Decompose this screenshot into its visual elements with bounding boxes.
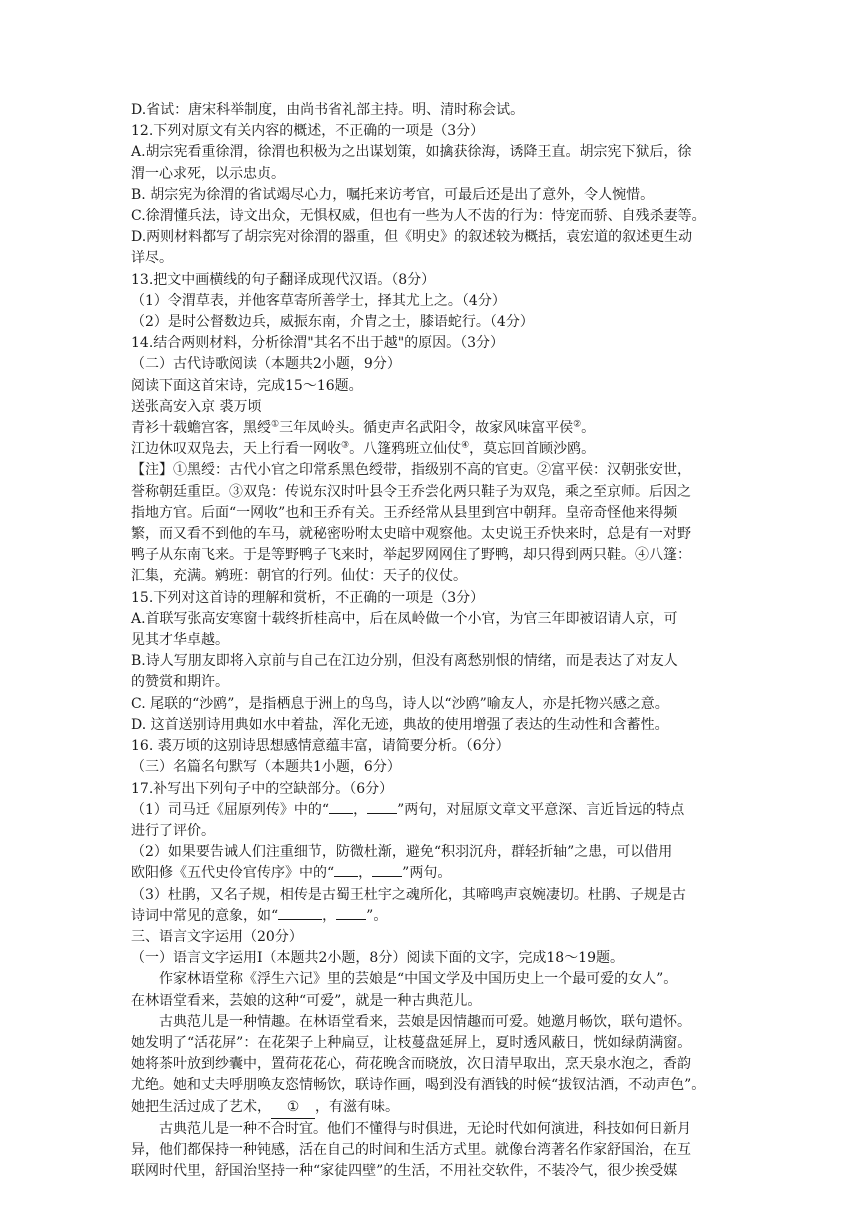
answer-blank-1[interactable]: ①	[271, 1097, 315, 1119]
footnote-marker: ②	[573, 419, 582, 430]
note-line: 繁，而又看不到他的车马，就秘密吩咐太史暗中观察他。太史说王乔快来时，总是有一对野	[131, 526, 691, 543]
answer-blank[interactable]	[367, 813, 397, 814]
answer-blank[interactable]	[372, 876, 402, 877]
option-c: C. 尾联的“沙鸥”，是指栖息于洲上的鸟鸟，诗人以“沙鸥”喻友人，亦是托物兴感之意。	[131, 695, 669, 712]
section-heading: （三）名篇名句默写（本题共1小题，6分）	[131, 759, 401, 776]
reading-instruction: 阅读下面这首宋诗，完成15～16题。	[131, 377, 363, 394]
note-line: 【注】①黑绶：古代小官之印常系黑色绶带，指级别不高的官吏。②富平侯：汉朝张安世，	[131, 462, 691, 479]
passage-line: 作家林语堂称《浮生六记》里的芸娘是“中国文学及中国历史上一个最可爱的女人”。	[159, 971, 678, 988]
text-line: 的赞赏和期许。	[131, 674, 229, 691]
note-line: 鸭子从东南飞来。于是等野鸭子飞来时，举起罗网网住了野鸭，却只得到两只鞋。④八篷：	[131, 547, 691, 564]
passage-line: 古典范儿是一种不合时宜。他们不懂得与时俱进，无论时代如何演进，科技如何日新月	[159, 1120, 691, 1137]
section-heading: 三、语言文字运用（20分）	[131, 928, 303, 945]
question-block-11-14	[131, 100, 731, 418]
option-d: D.两则材料都写了胡宗宪对徐渭的器重，但《明史》的叙述较为概括，袁宏道的叙述更生动	[131, 229, 693, 246]
fill-item-3: （3）杜鹃，又名子规，相传是古蜀王杜宇之魂所化，其啼鸣声哀婉凄切。杜鹃、子规是古	[131, 886, 686, 903]
poem-line: 青衫十载蟾宫客，黑绶①三年凤岭头。循吏声名武阳令，故家风味富平侯②。	[131, 419, 596, 437]
option-b: B. 胡宗宪为徐渭的省试竭尽心力，嘱托来访考官，可最后还是出了意外，令人惋惜。	[131, 186, 655, 203]
footnote-marker: ①	[271, 419, 280, 430]
answer-blank[interactable]	[329, 813, 353, 814]
answer-blank[interactable]	[334, 876, 358, 877]
question-16-stem: 16. 裘万顷的这别诗思想感情意蕴丰富，请简要分析。（6分）	[131, 738, 510, 755]
passage-line: 她发明了“活花屏”：在花架子上种扁豆，让枝蔓盘延屏上，夏时透风蔽日，恍如绿荫满窗。	[131, 1034, 692, 1051]
text-line: 进行了评价。	[131, 822, 215, 839]
question-17-items	[131, 800, 731, 927]
option-d: D. 这首送别诗用典如水中着盐，浑化无迹，典故的使用增强了表达的生动性和含蓄性。	[131, 716, 669, 733]
question-13-stem: 13.把文中画横线的句子翻译成现代汉语。（8分）	[131, 271, 436, 288]
fill-item-1: （1）司马迁《屈原列传》中的“ ， ”两句，对屈原文章文平意深、言近旨远的特点	[131, 801, 685, 818]
note-line: 誉称朝廷重臣。③双凫：传说东汉时叶县令王乔尝化两只鞋子为双凫，乘之至京师。后因之	[131, 483, 691, 500]
passage-line: 她把生活过成了艺术， ① ，有滋有味。	[131, 1097, 731, 1119]
passage-line: 古典范儿是一种情趣。在林语堂看来，芸娘是因情趣而可爱。她邀月畅饮，联句遣怀。	[159, 1013, 691, 1030]
question-17-stem: 17.补写出下列句子中的空缺部分。（6分）	[131, 780, 394, 797]
poem-body	[131, 418, 731, 460]
reading-passage	[131, 969, 731, 1182]
question-12-stem: 12.下列对原文有关内容的概述，不正确的一项是（3分）	[131, 123, 485, 140]
section-subheading: （一）语言文字运用Ⅰ（本题共2小题，8分）阅读下面的文字，完成18～19题。	[131, 950, 624, 967]
note-line: 指地方官。后面“一网收”也和王乔有关。王乔经常从县里到宫中朝拜。皇帝奇怪他来得频	[131, 504, 678, 521]
footnote-marker: ③	[341, 440, 350, 451]
option-b: B.诗人写朋友即将入京前与自己在江边分别，但没有离愁别恨的情绪，而是表达了对友人	[131, 653, 678, 670]
passage-line: 尤绝。她和丈夫呼朋唤友恣情畅饮，联诗作画，喝到没有酒钱的时候“拔钗沽酒，不动声色”。	[131, 1077, 706, 1094]
option-c: C.徐渭懂兵法，诗文出众，无惧权威，但也有一些为人不齿的行为：恃宠而骄、自残杀妻等。	[131, 208, 706, 225]
section-three	[131, 927, 731, 969]
section-heading: （二）古代诗歌阅读（本题共2小题，9分）	[131, 356, 401, 373]
answer-blank[interactable]	[336, 919, 366, 920]
poem-title: 送张高安入京 裘万顷	[131, 398, 262, 415]
question-13-item-2: （2）是时公督数边兵，威振东南，介胄之士，膝语蛇行。（4分）	[131, 314, 534, 331]
passage-line: 她将茶叶放到纱囊中，置荷花花心，荷花晚含而晓放，次日清早取出，烹天泉水泡之，香韵	[131, 1056, 691, 1073]
poem-notes	[131, 460, 731, 587]
fill-item-3-cont: 诗词中常见的意象，如“ ， ”。	[131, 907, 388, 924]
poem-line: 江边休叹双凫去，天上行看一网收③。八篷鸦班立仙仗④，莫忘回首顾沙鸥。	[131, 440, 596, 458]
note-line: 汇集，充满。鹓班：朝官的行列。仙仗：天子的仪仗。	[131, 568, 467, 585]
text-line: D.省试：唐宋科举制度，由尚书省礼部主持。明、清时称会试。	[131, 102, 525, 118]
answer-blank[interactable]	[278, 919, 322, 920]
question-14-stem: 14.结合两则材料，分析徐渭"其名不出于越"的原因。（3分）	[131, 335, 505, 352]
option-a: A.胡宗宪看重徐渭，徐渭也积极为之出谋划策，如擒获徐海，诱降王直。胡宗宪下狱后，徐	[131, 144, 692, 161]
passage-line: 异，他们都保持一种钝感，活在自己的时间和生活方式里。就像台湾著名作家舒国治，在互	[131, 1141, 691, 1158]
text-line: 见其才华卓越。	[131, 632, 229, 649]
passage-line: 在林语堂看来，芸娘的这种“可爱”，就是一种古典范儿。	[131, 992, 482, 1009]
text-line: 渭一心求死，以示忠贞。	[131, 165, 285, 182]
exam-page	[131, 100, 731, 1182]
text-line: 详尽。	[131, 250, 173, 267]
question-block-15-17	[131, 588, 731, 800]
footnote-marker: ④	[461, 440, 470, 451]
fill-item-2-cont: 欧阳修《五代史伶官传序》中的“ ， ”两句。	[131, 865, 452, 882]
fill-item-2: （2）如果要告诫人们注重细节，防微杜渐，避免“积羽沉舟，群轻折轴”之患，可以借用	[131, 844, 673, 861]
question-15-stem: 15.下列对这首诗的理解和赏析，不正确的一项是（3分）	[131, 589, 485, 606]
option-a: A.首联写张高安寒窗十载终折桂高中，后在凤岭做一个小官，为官三年即被诏请人京，可	[131, 610, 678, 627]
question-13-item-1: （1）令渭草表，并他客草寄所善学士，择其尤上之。（4分）	[131, 292, 506, 309]
passage-line: 联网时代里，舒国治坚持一种“家徒四壁”的生活，不用社交软件，不装冷气，很少挨受媒	[131, 1163, 678, 1180]
